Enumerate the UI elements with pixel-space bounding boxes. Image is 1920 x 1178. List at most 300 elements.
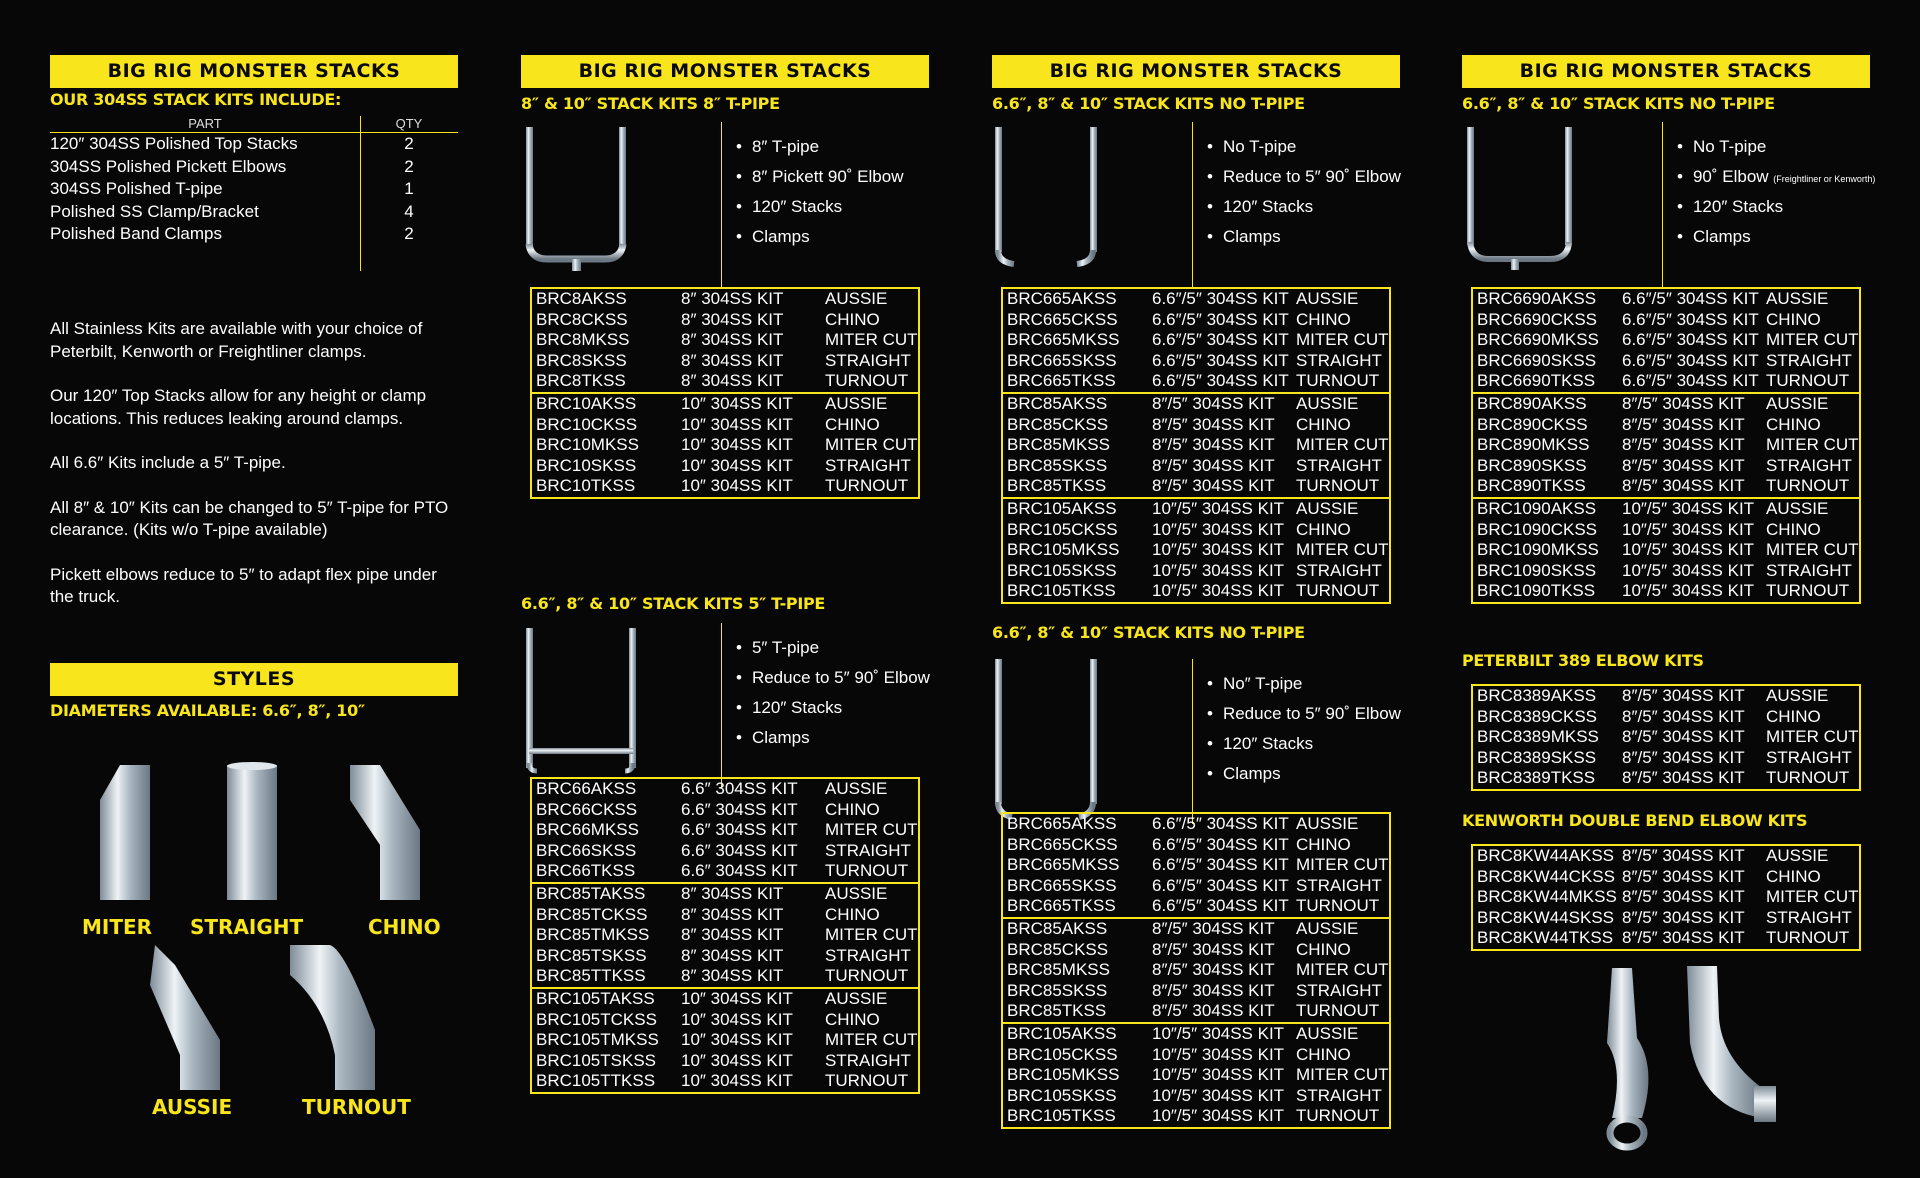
kit-description: 10″/5″ 304SS KIT [1622,519,1755,539]
table-row [531,393,919,415]
kit-group [531,393,919,498]
part-number: BRC1090SKSS [1477,560,1597,580]
part-number: BRC66SKSS [536,840,637,860]
part-name: Polished SS Clamp/Bracket [50,201,259,221]
kit-description: 6.6″/5″ 304SS KIT [1152,834,1289,854]
feature-item: • No T-pipe [1207,132,1401,162]
table-row [1472,330,1860,351]
styles-section [50,663,458,1150]
table-row [1002,981,1390,1002]
tip-style: CHINO [825,1009,880,1029]
table-row [1472,581,1860,603]
kit-table [1471,287,1861,604]
tip-style: AUSSIE [1296,393,1359,413]
table-row [531,861,919,883]
part-number: BRC105SKSS [1007,1085,1117,1105]
feature-list [1662,122,1875,287]
column-no-tpipe-kits [992,55,1401,1126]
tip-style: MITER CUT [1296,330,1389,350]
tpipe-stack-image [521,623,651,788]
tip-style: AUSSIE [825,883,888,903]
includes-row [50,156,458,179]
part-number: BRC85TKSS [1007,476,1107,496]
tip-style: STRAIGHT [1296,875,1382,895]
turnout-tip-image [285,945,405,1095]
kit-description: 8″/5″ 304SS KIT [1622,928,1745,948]
includes-divider [360,116,361,271]
no-tpipe-stack-image [992,122,1122,287]
info-paragraph: Our 120″ Top Stacks allow for any height or clamp locations. This reduces leaking around clamps. [50,386,427,428]
tip-style: TURNOUT [825,371,909,391]
diameters-label: DIAMETERS AVAILABLE: 6.6″, 8″, 10″ [50,701,365,720]
feature-item: • Reduce to 5″ 90˚ Elbow [736,663,930,693]
part-number: BRC665CKSS [1007,309,1118,329]
section-title: 6.6″, 8″ & 10″ STACK KITS NO T-PIPE [992,623,1305,642]
table-row [1002,456,1390,477]
part-number: BRC8389AKSS [1477,686,1597,705]
table-row [1472,561,1860,582]
column-tpipe-kits [521,55,930,1091]
tip-style: AUSSIE [1766,289,1829,308]
turnout-label: TURNOUT [302,1095,411,1119]
kit-description: 10″/5″ 304SS KIT [1622,540,1755,560]
kit-group [531,778,919,883]
part-number: BRC8KW44CKSS [1477,866,1615,886]
feature-item: • Clamps [1677,222,1875,252]
table-row [1472,498,1860,520]
kit-description: 10″ 304SS KIT [681,414,793,434]
tip-style: STRAIGHT [1296,1085,1382,1105]
tip-style: AUSSIE [1296,814,1359,833]
kit-group [1002,498,1390,603]
part-number: BRC105CKSS [1007,519,1118,539]
part-number: BRC8KW44AKSS [1477,846,1614,865]
info-paragraphs [50,318,458,609]
tip-style: STRAIGHT [1766,455,1852,475]
part-number: BRC105TTKSS [536,1071,656,1091]
kit-description: 10″/5″ 304SS KIT [1152,1106,1285,1126]
kit-description: 8″/5″ 304SS KIT [1622,393,1745,413]
table-row [1002,1086,1390,1107]
tip-style: MITER CUT [825,330,918,350]
kit-group [1002,393,1390,498]
part-number: BRC1090MKSS [1477,540,1599,560]
table-row [531,1051,919,1072]
qty-header: QTY [395,116,423,131]
table-row [1002,1106,1390,1128]
kit-description: 8″/5″ 304SS KIT [1622,727,1745,747]
includes-row [50,133,458,156]
part-number: BRC890MKSS [1477,435,1590,455]
table-row [531,1030,919,1051]
part-number: BRC8KW44MKSS [1477,887,1617,907]
table-row [1002,1001,1390,1023]
part-number: BRC85MKSS [1007,435,1110,455]
table-row [531,330,919,351]
kit-description: 6.6″/5″ 304SS KIT [1152,371,1289,391]
table-row [1002,310,1390,331]
feature-item-text: 90˚ Elbow [1692,167,1769,186]
kit-description: 10″ 304SS KIT [681,455,793,475]
feature-item: • 5″ T-pipe [736,633,930,663]
tip-style: TURNOUT [1296,1001,1380,1021]
styles-illustration [50,720,458,1150]
kit-group [1002,918,1390,1023]
part-number: BRC85SKSS [1007,455,1108,475]
part-number: BRC85TTKSS [536,966,646,986]
kit-description: 8″/5″ 304SS KIT [1622,686,1745,705]
part-number: BRC665TKSS [1007,371,1116,391]
tip-style: TURNOUT [825,861,909,881]
kit-table [1001,812,1391,1129]
table-row [531,371,919,393]
kit-description: 8″/5″ 304SS KIT [1152,414,1275,434]
table-row [531,456,919,477]
table-row [1472,351,1860,372]
kit-group [531,288,919,393]
part-number: BRC665MKSS [1007,330,1120,350]
kit-overview [521,623,929,788]
kit-group [1472,393,1860,498]
tip-style: STRAIGHT [825,840,911,860]
kit-description: 8″/5″ 304SS KIT [1622,768,1745,788]
tip-style: TURNOUT [1296,476,1380,496]
section-title: KENWORTH DOUBLE BEND ELBOW KITS [1462,811,1808,830]
tip-style: CHINO [825,309,880,329]
tip-style: STRAIGHT [1766,560,1852,580]
part-number: BRC890AKSS [1477,393,1587,413]
part-number: BRC85AKSS [1007,393,1108,413]
tip-style: CHINO [1296,309,1351,329]
table-row [1472,371,1860,393]
part-number: BRC85SKSS [1007,980,1108,1000]
straight-tip-image [215,760,295,905]
table-row [1002,581,1390,603]
feature-list [1192,659,1401,824]
part-name: Polished Band Clamps [50,224,222,243]
aussie-label: AUSSIE [152,1095,233,1119]
table-row [1472,393,1860,415]
tip-style: CHINO [825,904,880,924]
part-number: BRC665SKSS [1007,875,1117,895]
table-row [1472,928,1860,950]
kit-table [1471,844,1861,951]
tip-style: AUSSIE [1766,686,1829,705]
table-row [531,415,919,436]
kit-description: 8″/5″ 304SS KIT [1152,476,1275,496]
tip-style: TURNOUT [825,1071,909,1091]
feature-item: • Clamps [736,723,930,753]
kit-group [531,988,919,1093]
table-row [1472,520,1860,541]
part-number: BRC105TKSS [1007,581,1116,601]
feature-item [1677,162,1875,192]
tip-style: AUSSIE [1296,498,1359,518]
part-number: BRC105SKSS [1007,560,1117,580]
part-number: BRC105AKSS [1007,1023,1117,1043]
feature-list [721,623,930,788]
part-qty: 2 [404,134,414,153]
tip-style: AUSSIE [825,289,888,308]
part-number: BRC665CKSS [1007,834,1118,854]
part-number: BRC8CKSS [536,309,628,329]
table-row [1002,371,1390,393]
tip-style: AUSSIE [1766,498,1829,518]
no-tpipe-stack-image [1462,122,1592,287]
table-row [531,946,919,967]
feature-item: • No″ T-pipe [1207,669,1401,699]
part-number: BRC1090CKSS [1477,519,1598,539]
feature-item: • 8″ Pickett 90˚ Elbow [736,162,903,192]
table-row [1002,896,1390,918]
part-number: BRC890CKSS [1477,414,1588,434]
tip-style: STRAIGHT [1766,350,1852,370]
kit-description: 8″/5″ 304SS KIT [1622,706,1745,726]
part-number: BRC105TSKSS [536,1050,656,1070]
no-tpipe-stack-image [992,659,1122,824]
kit-description: 6.6″/5″ 304SS KIT [1152,855,1289,875]
kit-description: 8″/5″ 304SS KIT [1622,866,1745,886]
includes-row [50,178,458,201]
tip-style: TURNOUT [1296,371,1380,391]
feature-item: • Clamps [736,222,903,252]
table-row [1472,908,1860,929]
kit-description: 8″/5″ 304SS KIT [1152,455,1275,475]
tip-style: CHINO [1766,706,1821,726]
tip-style: AUSSIE [825,779,888,798]
kit-description: 6.6″ 304SS KIT [681,861,798,881]
part-number: BRC665MKSS [1007,855,1120,875]
tip-style: MITER CUT [825,435,918,455]
kit-description: 6.6″ 304SS KIT [681,799,798,819]
tip-style: TURNOUT [1766,476,1850,496]
kit-description: 6.6″ 304SS KIT [681,779,798,798]
table-row [1002,393,1390,415]
part-qty: 2 [404,156,414,176]
tip-style: TURNOUT [1296,581,1380,601]
kit-description: 6.6″/5″ 304SS KIT [1152,330,1289,350]
feature-item: • Clamps [1207,222,1401,252]
part-number: BRC8389CKSS [1477,706,1598,726]
kit-description: 8″/5″ 304SS KIT [1152,393,1275,413]
kit-description: 8″/5″ 304SS KIT [1622,747,1745,767]
table-row [531,966,919,988]
includes-title: OUR 304SS STACK KITS INCLUDE: [50,90,342,109]
tip-style: CHINO [1766,866,1821,886]
section-title: 8″ & 10″ STACK KITS 8″ T-PIPE [521,94,780,113]
tip-style: CHINO [1296,1044,1351,1064]
part-number: BRC105TCKSS [536,1009,657,1029]
feature-item: • 120″ Stacks [1207,192,1401,222]
table-row [531,476,919,498]
chino-tip-image [340,760,450,905]
includes-row [50,223,458,246]
section-banner: BIG RIG MONSTER STACKS [1462,55,1870,88]
tip-style: AUSSIE [825,393,888,413]
table-row [1002,520,1390,541]
part-number: BRC6690MKSS [1477,330,1599,350]
part-number: BRC66MKSS [536,820,639,840]
info-paragraph: All 8″ & 10″ Kits can be changed to 5″ T-pipe for PTO clearance. (Kits w/o T-pipe available) [50,497,449,539]
tip-style: CHINO [825,414,880,434]
table-row [1002,330,1390,351]
feature-list [1192,122,1401,287]
tip-style: CHINO [1766,309,1821,329]
kit-overview [992,122,1400,287]
tip-style: MITER CUT [1766,435,1859,455]
kit-description: 6.6″/5″ 304SS KIT [1152,814,1289,833]
table-row [531,883,919,905]
part-number: BRC8389TKSS [1477,768,1596,788]
kit-description: 8″/5″ 304SS KIT [1622,907,1745,927]
table-row [1472,476,1860,498]
tip-style: CHINO [1766,519,1821,539]
includes-row [50,201,458,224]
part-qty: 4 [404,201,414,221]
kit-description: 6.6″/5″ 304SS KIT [1152,896,1289,916]
part-number: BRC85TMKSS [536,925,650,945]
table-row [531,1010,919,1031]
table-row [531,435,919,456]
part-number: BRC1090AKSS [1477,498,1597,518]
table-row [531,288,919,310]
tip-style: STRAIGHT [825,945,911,965]
part-number: BRC105TMKSS [536,1030,659,1050]
tip-style: AUSSIE [1296,289,1359,308]
tip-style: STRAIGHT [1296,560,1382,580]
kit-description: 8″/5″ 304SS KIT [1152,939,1275,959]
part-number: BRC6690CKSS [1477,309,1598,329]
part-number: BRC1090TKSS [1477,581,1596,601]
table-row [1472,887,1860,908]
kit-group [1472,288,1860,393]
kit-description: 8″/5″ 304SS KIT [1622,435,1745,455]
table-row [1002,415,1390,436]
part-number: BRC890TKSS [1477,476,1586,496]
tip-style: MITER CUT [1296,540,1389,560]
part-number: BRC105AKSS [1007,498,1117,518]
kit-group [1472,845,1860,950]
feature-item: • 120″ Stacks [736,693,930,723]
kit-description: 8″ 304SS KIT [681,289,784,308]
elbow-kit-image [1582,958,1812,1158]
table-row [1472,748,1860,769]
tip-style: MITER CUT [825,820,918,840]
kit-description: 8″ 304SS KIT [681,883,784,903]
includes-header [50,116,458,133]
part-number: BRC105CKSS [1007,1044,1118,1064]
part-number: BRC10TKSS [536,476,636,496]
table-row [1002,835,1390,856]
tip-style: AUSSIE [1766,393,1829,413]
kit-description: 10″ 304SS KIT [681,1071,793,1091]
part-name: 304SS Polished T-pipe [50,179,223,198]
part-number: BRC85TKSS [1007,1001,1107,1021]
table-row [1002,435,1390,456]
part-number: BRC665TKSS [1007,896,1116,916]
table-row [531,778,919,800]
table-row [1002,1023,1390,1045]
kit-description: 8″/5″ 304SS KIT [1152,960,1275,980]
part-name: 304SS Polished Pickett Elbows [50,156,287,176]
kit-description: 8″ 304SS KIT [681,904,784,924]
chino-label: CHINO [368,915,441,939]
part-number: BRC10MKSS [536,435,639,455]
kit-description: 6.6″/5″ 304SS KIT [1152,350,1289,370]
kit-description: 8″/5″ 304SS KIT [1152,1001,1275,1021]
kit-description: 6.6″/5″ 304SS KIT [1622,309,1759,329]
tip-style: MITER CUT [1766,887,1859,907]
kit-table [530,777,920,1094]
table-row [1472,415,1860,436]
kit-description: 10″/5″ 304SS KIT [1622,498,1755,518]
table-row [1002,855,1390,876]
miter-label: MITER [82,915,153,939]
tip-style: TURNOUT [825,966,909,986]
kit-description: 8″ 304SS KIT [681,330,784,350]
part-number: BRC105TAKSS [536,988,655,1008]
section-banner: BIG RIG MONSTER STACKS [992,55,1400,88]
kit-group [1472,685,1860,790]
kit-description: 6.6″ 304SS KIT [681,820,798,840]
section-title: 6.6″, 8″ & 10″ STACK KITS NO T-PIPE [992,94,1305,113]
table-row [1472,845,1860,867]
tip-style: STRAIGHT [1766,907,1852,927]
part-number: BRC8SKSS [536,350,627,370]
part-number: BRC10CKSS [536,414,638,434]
tip-style: MITER CUT [1766,330,1859,350]
tip-style: TURNOUT [1296,1106,1380,1126]
feature-item: • Reduce to 5″ 90˚ Elbow [1207,162,1401,192]
table-row [531,351,919,372]
kit-description: 10″/5″ 304SS KIT [1152,560,1285,580]
table-row [1002,1045,1390,1066]
table-row [1472,288,1860,310]
tip-style: MITER CUT [1766,727,1859,747]
tip-style: CHINO [1296,414,1351,434]
tip-style: MITER CUT [1296,1065,1389,1085]
table-row [1472,310,1860,331]
kit-description: 10″/5″ 304SS KIT [1152,519,1285,539]
tpipe-stack-image [521,122,651,287]
tip-style: TURNOUT [1766,768,1850,788]
tip-style: AUSSIE [825,988,888,1008]
part-number: BRC8TKSS [536,371,626,391]
table-row [1472,707,1860,728]
tip-style: AUSSIE [1296,1023,1359,1043]
tip-style: MITER CUT [1766,540,1859,560]
kit-description: 8″ 304SS KIT [681,966,784,986]
kit-table [1471,684,1861,791]
table-row [1472,435,1860,456]
table-row [1002,288,1390,310]
info-paragraph: Pickett elbows reduce to 5″ to adapt flex pipe under the truck. [50,564,437,606]
miter-tip-image [80,760,160,905]
table-row [1472,768,1860,790]
aussie-tip-image [140,945,250,1095]
tip-style: CHINO [1766,414,1821,434]
part-number: BRC890SKSS [1477,455,1587,475]
part-number: BRC105MKSS [1007,540,1120,560]
part-number: BRC66AKSS [536,779,637,798]
table-row [1002,813,1390,835]
kit-description: 10″/5″ 304SS KIT [1622,560,1755,580]
table-row [531,1071,919,1093]
part-number: BRC8389SKSS [1477,747,1597,767]
info-paragraph: All 6.6″ Kits include a 5″ T-pipe. [50,453,286,472]
tip-style: TURNOUT [825,476,909,496]
kit-description: 8″/5″ 304SS KIT [1622,455,1745,475]
